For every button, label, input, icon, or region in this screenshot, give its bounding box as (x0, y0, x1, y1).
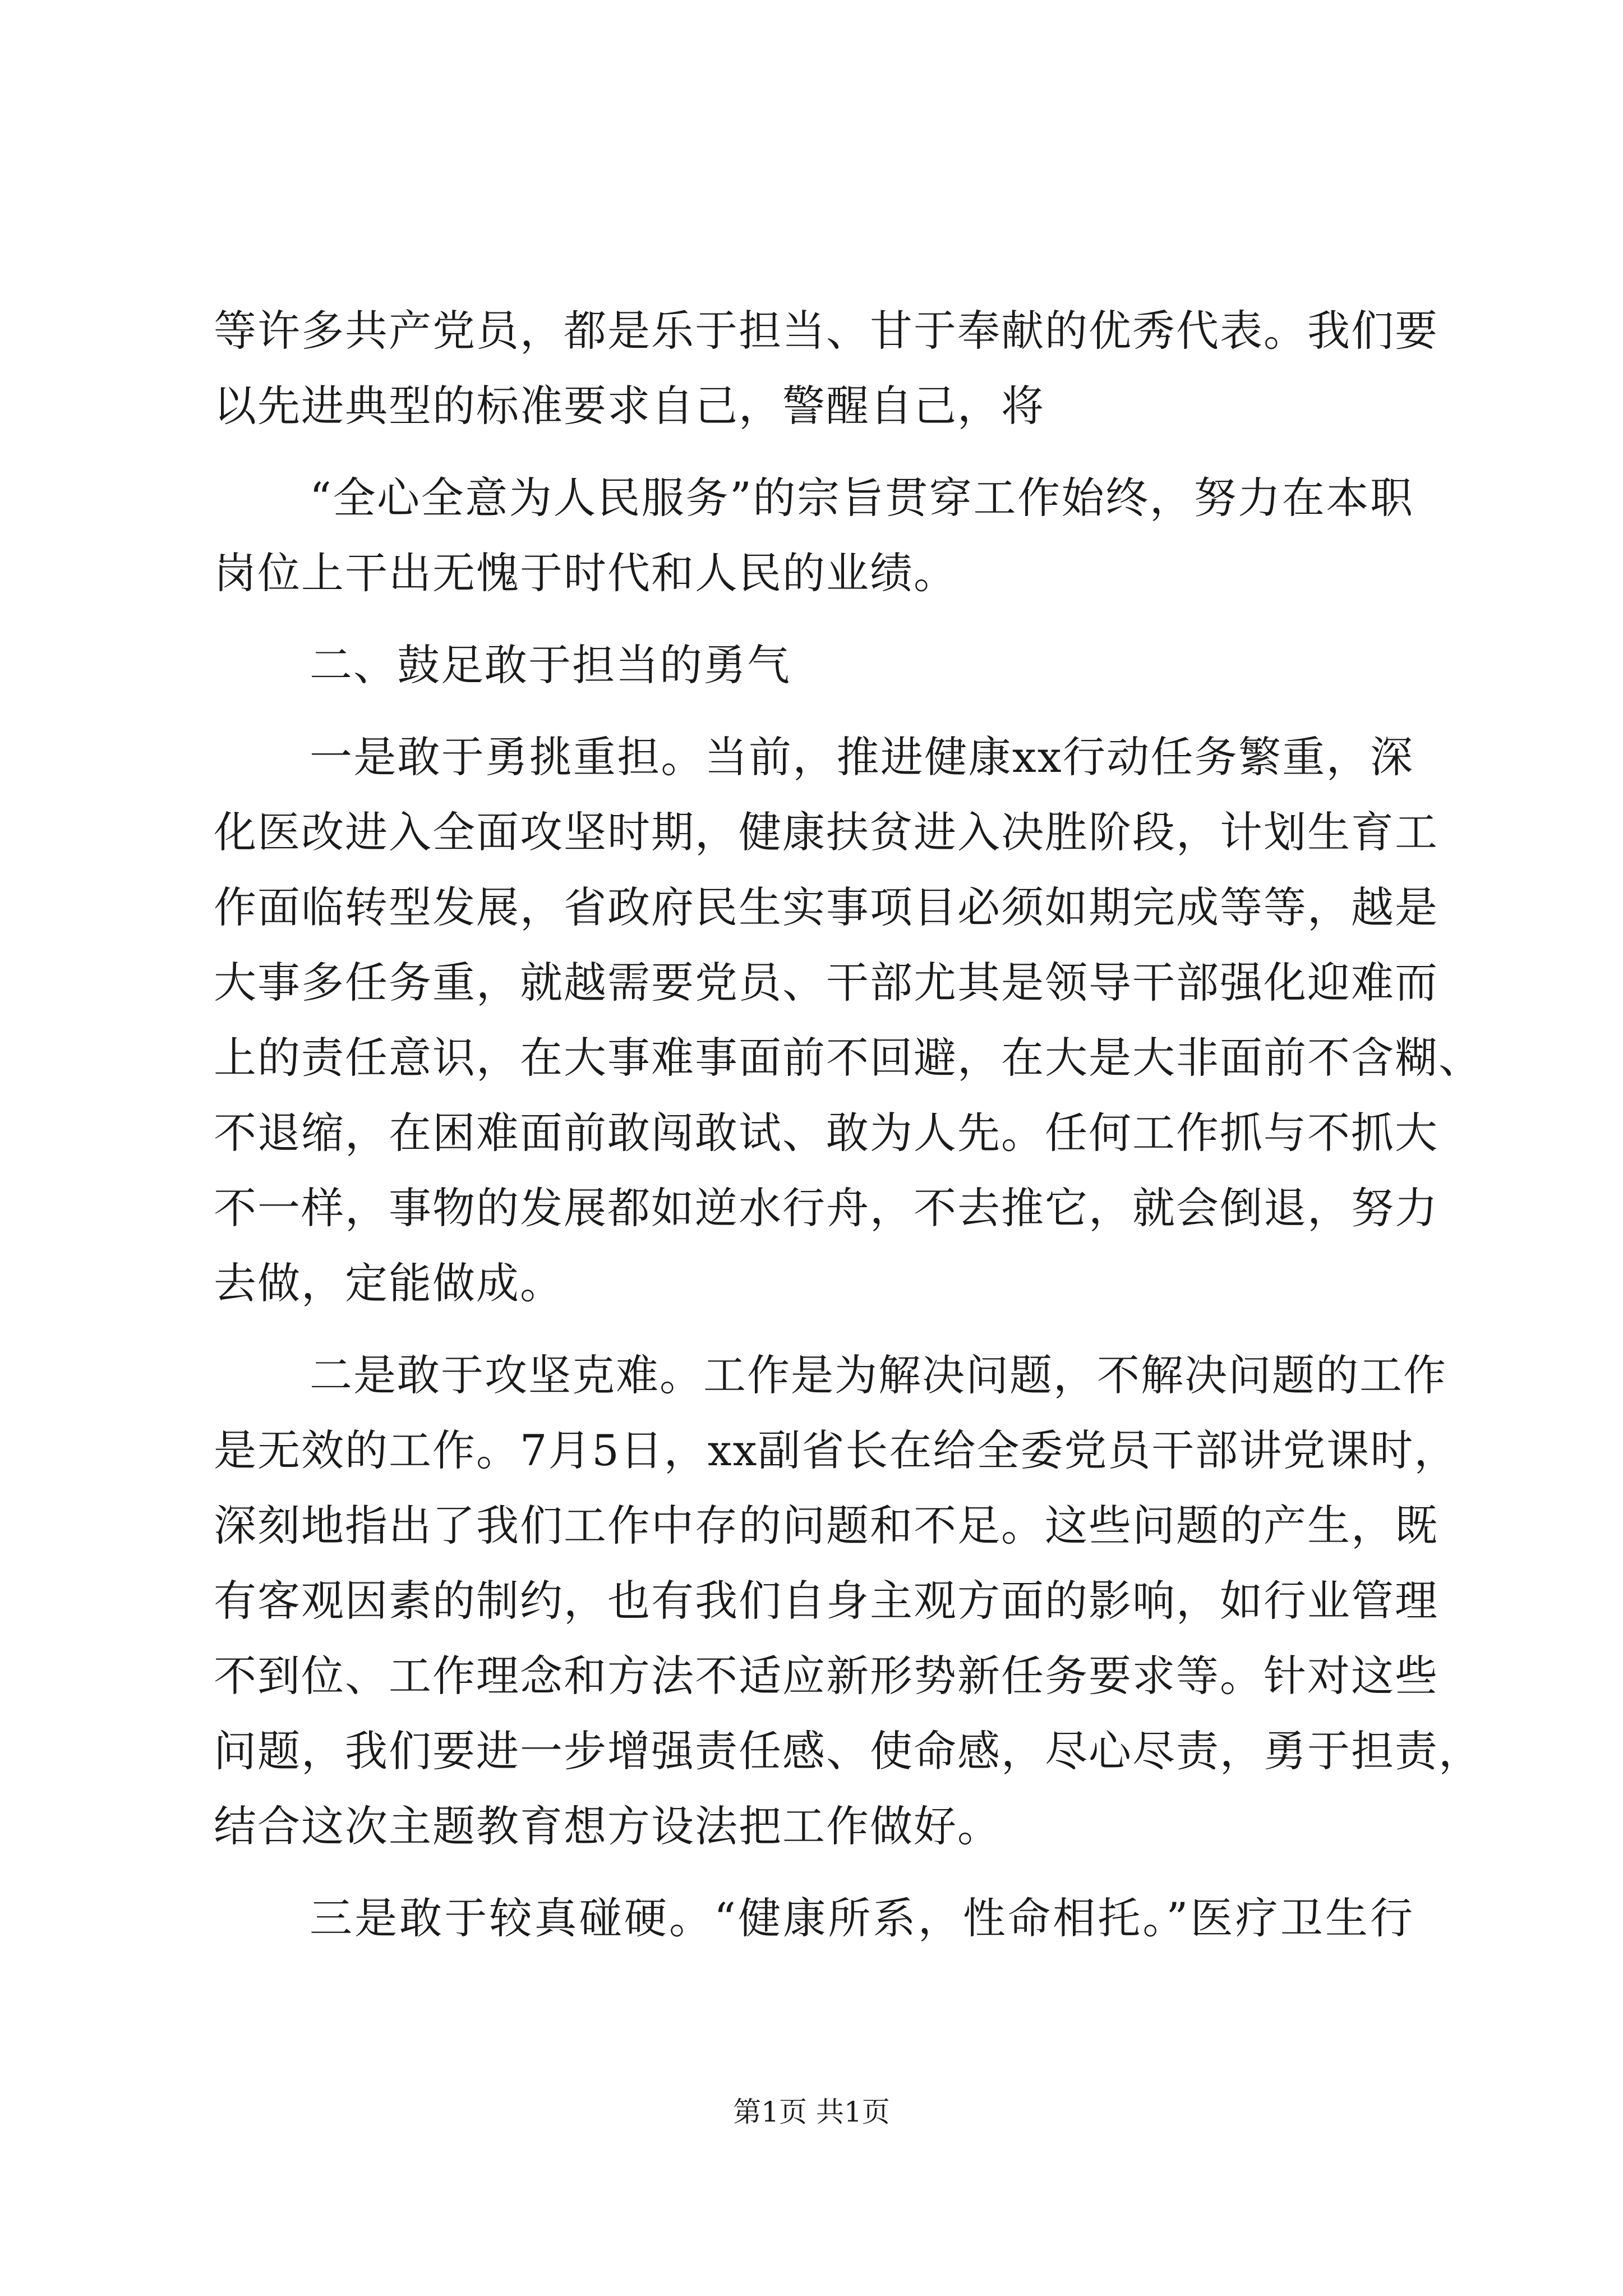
paragraph-line: 等许多共产党员，都是乐于担当、甘于奉献的优秀代表。我们要 (214, 306, 1438, 356)
paragraph-line: 不到位、工作理念和方法不适应新形势新任务要求等。针对这些 (214, 1651, 1438, 1701)
page-footer: 第1页 共1页 (733, 2096, 890, 2128)
paragraph-line: 结合这次主题教育想方设法把工作做好。 (214, 1801, 1001, 1851)
paragraph-line: 上的责任意识，在大事难事面前不回避，在大是大非面前不含糊、 (214, 1033, 1482, 1083)
paragraph-line: 问题，我们要进一步增强责任感、使命感，尽心尽责，勇于担责， (214, 1726, 1482, 1776)
paragraph-line: 有客观因素的制约，也有我们自身主观方面的影响，如行业管理 (214, 1576, 1438, 1626)
paragraph-line: 化医改进入全面攻坚时期，健康扶贫进入决胜阶段，计划生育工 (214, 807, 1438, 857)
paragraph-line: 是无效的工作。7月5日，xx副省长在给全委党员干部讲党课时， (214, 1425, 1458, 1475)
section-heading: 二、鼓足敢于担当的勇气 (310, 640, 791, 690)
paragraph-line: 不一样，事物的发展都如逆水行舟，不去推它，就会倒退，努力 (214, 1183, 1438, 1233)
paragraph-line: 作面临转型发展，省政府民生实事项目必须如期完成等等，越是 (214, 882, 1438, 932)
paragraph-line: 岗位上干出无愧于时代和人民的业绩。 (214, 548, 957, 598)
paragraph-line: 深刻地指出了我们工作中存的问题和不足。这些问题的产生，既 (214, 1501, 1438, 1550)
paragraph-line: “全心全意为人民服务”的宗旨贯穿工作始终，努力在本职 (310, 473, 1414, 523)
paragraph-line: 一是敢于勇挑重担。当前，推进健康xx行动任务繁重，深 (310, 732, 1414, 782)
paragraph-line: 以先进典型的标准要求自己，警醒自己，将 (214, 381, 1045, 431)
paragraph-line: 大事多任务重，就越需要党员、干部尤其是领导干部强化迎难而 (214, 958, 1438, 1007)
paragraph-line: 二是敢于攻坚克难。工作是为解决问题，不解决问题的工作 (310, 1350, 1447, 1400)
paragraph-line: 三是敢于较真碰硬。“健康所系，性命相托。”医疗卫生行 (310, 1893, 1414, 1943)
paragraph-line: 不退缩，在困难面前敢闯敢试、敢为人先。任何工作抓与不抓大 (214, 1108, 1438, 1158)
paragraph-line: 去做，定能做成。 (214, 1258, 564, 1308)
